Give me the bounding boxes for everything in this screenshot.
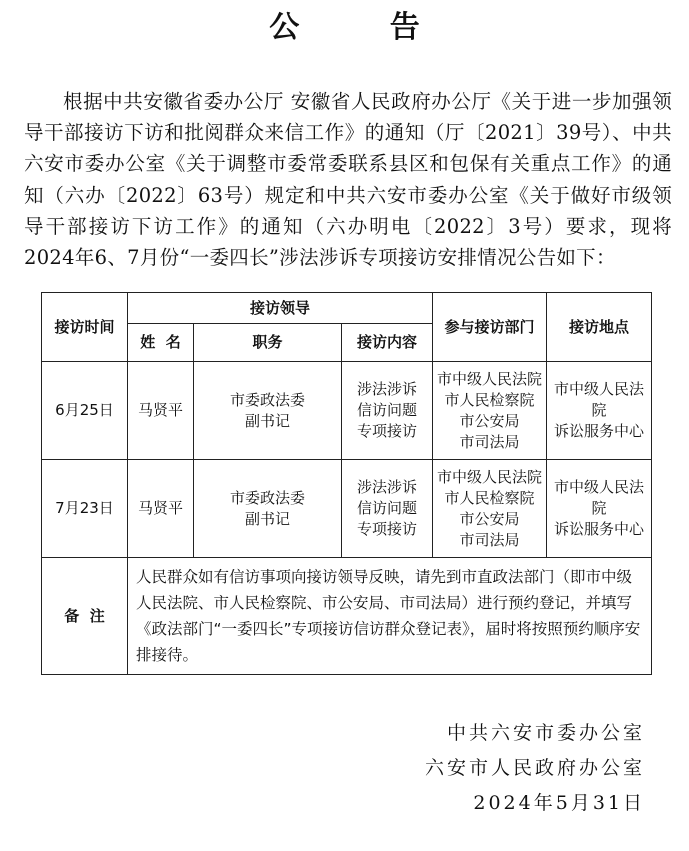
- row-date: 7月23日: [42, 460, 128, 558]
- remark-row: [42, 558, 652, 675]
- row-departments: 市中级人民法院 市人民检察院 市公安局 市司法局: [433, 460, 547, 558]
- header-departments: 参与接访部门: [433, 293, 547, 362]
- remark-text: 人民群众如有信访事项向接访领导反映，请先到市直政法部门（即市中级人民法院、市人民检察院、市公安局、市司法局）进行预约登记，并填写《政法部门“一委四长”专项接访信访群众登记表》，届时将按照预约顺序安排接待。: [128, 558, 652, 675]
- row-departments: 市中级人民法院 市人民检察院 市公安局 市司法局: [433, 362, 547, 460]
- row-date: 6月25日: [42, 362, 128, 460]
- header-leader-group: 接访领导: [128, 293, 433, 324]
- row-location: 市中级人民法院 诉讼服务中心: [547, 362, 652, 460]
- document-title: 公 告: [269, 10, 460, 45]
- announcement-paragraph: 根据中共安徽省委办公厅 安徽省人民政府办公厅《关于进一步加强领导干部接访下访和批阅群众来信工作》的通知（厅〔2021〕39号）、中共六安市委办公室《关于调整市委常委联系县区和包保有关重点工作》的通知（六办〔2022〕63号）规定和中共六安市委办公室《关于做好市级领导干部接访下访工作》的通知（六办明电〔2022〕3号）要求，现将2024年6、7月份“一委四长”涉法涉诉专项接访安排情况公告如下：: [24, 90, 672, 270]
- row-name: 马贤平: [128, 460, 194, 558]
- header-time: 接访时间: [42, 293, 128, 362]
- signature-date: 2024年5月31日: [473, 792, 645, 814]
- signature-org-2: 六安市人民政府办公室: [424, 757, 645, 779]
- row-content: 涉法涉诉 信访问题 专项接访: [342, 460, 433, 558]
- header-content: 接访内容: [342, 324, 433, 362]
- row-position: 市委政法委 副书记: [194, 460, 342, 558]
- header-position: 职务: [194, 324, 342, 362]
- signature-block: [425, 716, 645, 821]
- row-name: 马贤平: [128, 362, 194, 460]
- signature-org-1: 中共六安市委办公室: [446, 722, 645, 744]
- remark-label: 备 注: [42, 558, 128, 675]
- header-name: 姓 名: [128, 324, 194, 362]
- row-position: 市委政法委 副书记: [194, 362, 342, 460]
- header-location: 接访地点: [547, 293, 652, 362]
- row-content: 涉法涉诉 信访问题 专项接访: [342, 362, 433, 460]
- table-row: [42, 362, 652, 460]
- row-location: 市中级人民法院 诉讼服务中心: [547, 460, 652, 558]
- table-header-row: [42, 293, 652, 324]
- table-row: [42, 460, 652, 558]
- schedule-table: [41, 292, 652, 675]
